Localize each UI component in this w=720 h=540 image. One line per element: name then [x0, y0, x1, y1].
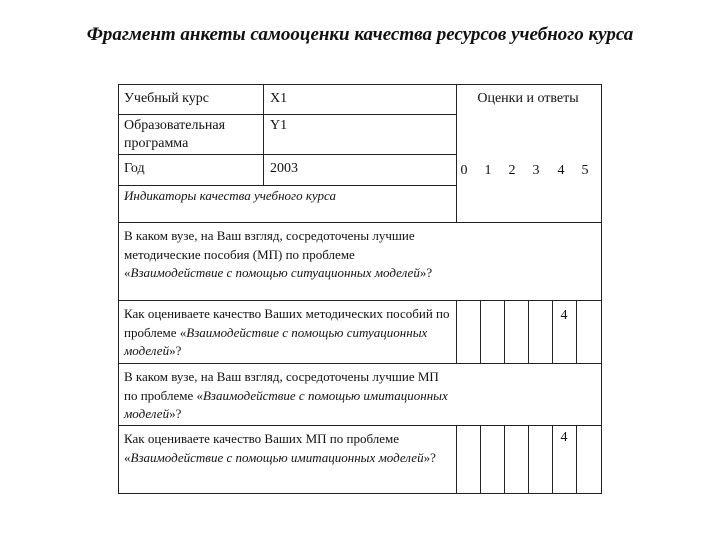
- score-cell-divider: [552, 300, 553, 363]
- header-row-divider: [118, 114, 456, 115]
- question-2: [124, 305, 454, 361]
- header-column-divider: [263, 84, 264, 185]
- header-row-divider: [118, 185, 456, 186]
- question-end: »?: [423, 449, 436, 465]
- question-topic: Взаимодействие с помощью имитационных моделей: [124, 387, 448, 421]
- scale-5: 5: [581, 163, 589, 178]
- answer-q2: 4: [560, 308, 568, 323]
- score-cell-divider: [576, 300, 577, 363]
- score-cell-divider: [504, 300, 505, 363]
- scores-column-divider: [456, 84, 457, 222]
- table-border-left: [118, 84, 119, 494]
- question-topic: Взаимодействие с помощью ситуационных моделей: [124, 324, 428, 358]
- question-1: [124, 227, 454, 283]
- score-cell-divider: [504, 425, 505, 494]
- questionnaire-table: [118, 84, 602, 494]
- scores-title: Оценки и ответы: [477, 91, 579, 106]
- score-cell-divider: [456, 300, 457, 363]
- header-bottom-divider: [118, 222, 602, 223]
- scale-1: 1: [484, 163, 492, 178]
- table-border-top: [118, 84, 602, 85]
- row-divider: [118, 425, 602, 426]
- row-divider: [118, 363, 602, 364]
- score-cell-divider: [528, 300, 529, 363]
- header-row-divider: [118, 154, 456, 155]
- score-cell-divider: [552, 425, 553, 494]
- question-text: В каком вузе, на Ваш взгляд, сосредоточены лучшие методические пособия (МП) по проблеме «: [124, 228, 415, 280]
- scale-0: 0: [460, 163, 468, 178]
- scale-2: 2: [508, 163, 516, 178]
- question-topic: Взаимодействие с помощью имитационных моделей: [130, 449, 424, 465]
- program-value: Y1: [270, 118, 288, 133]
- table-border-right: [601, 84, 602, 494]
- question-text: В каком вузе, на Ваш взгляд, сосредоточены лучшие МП по проблеме «: [124, 369, 439, 403]
- question-text: Как оцениваете качество Ваших методических пособий по проблеме «: [124, 306, 450, 340]
- row-divider: [118, 300, 602, 301]
- answer-q4: 4: [560, 430, 568, 445]
- question-end: »?: [169, 343, 182, 358]
- course-label: Учебный курс: [124, 91, 209, 106]
- scale-3: 3: [532, 163, 540, 178]
- year-value: 2003: [270, 161, 298, 176]
- question-4: [124, 430, 454, 467]
- score-cell-divider: [480, 425, 481, 494]
- score-cell-divider: [480, 300, 481, 363]
- year-label: Год: [124, 161, 145, 176]
- score-cell-divider: [456, 425, 457, 494]
- course-value: X1: [270, 91, 288, 106]
- question-topic: Взаимодействие с помощью ситуационных моделей: [130, 265, 420, 280]
- question-text: Как оцениваете качество Ваших МП по проблеме «: [124, 431, 399, 465]
- score-cell-divider: [528, 425, 529, 494]
- question-3: [124, 368, 454, 424]
- score-cell-divider: [576, 425, 577, 494]
- scale-4: 4: [557, 163, 565, 178]
- page-title: Фрагмент анкеты самооценки качества ресурсов учебного курса: [86, 24, 634, 45]
- program-label: Образовательная программа: [124, 118, 226, 151]
- question-end: »?: [169, 406, 182, 421]
- indicators-label: Индикаторы качества учебного курса: [124, 188, 336, 203]
- table-border-bottom: [118, 493, 602, 494]
- question-end: »?: [419, 265, 433, 280]
